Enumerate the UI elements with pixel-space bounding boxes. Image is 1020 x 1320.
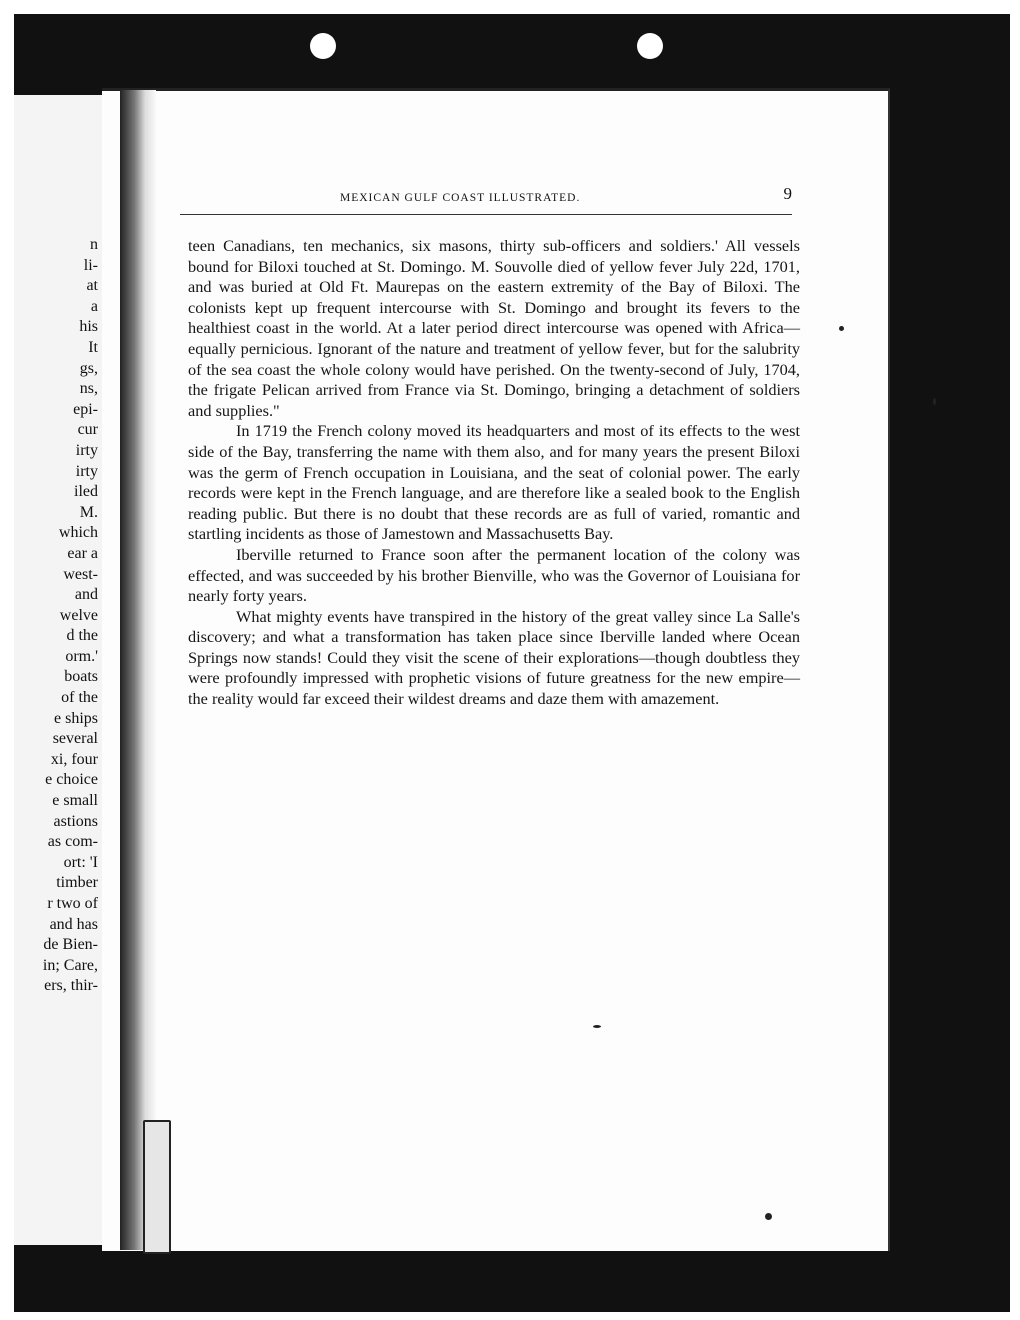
page-number: 9 <box>783 184 792 203</box>
left-page-fragment: as com- <box>47 833 98 851</box>
left-page-fragment: It <box>88 338 98 356</box>
left-page-fragment: ear a <box>67 544 98 562</box>
left-page-fragment: ns, <box>79 380 98 398</box>
paragraph-1: teen Canadians, ten mechanics, six masons, thirty sub-officers and soldiers.' All vessels bound for Biloxi touched at St. Domingo. M. Souvolle died of yellow fever July 22d, 1701, and was buried at Old Ft. Maurepas on the eastern extremity of the Bay of Biloxi. The colonists kept up frequent intercourse with St. Domingo and brought its fevers to the healthiest coast in the world. At a later period direct intercourse was opened with Africa—equally pernicious. Ignorant of the nature and treatment of yellow fever, but for the salubrity of the sea coast the whole colony would have perished. On the twenty-second of July, 1704, the frigate Pelican arrived from France via St. Domingo, bringing a detachment of soldiers and supplies." <box>188 236 800 420</box>
left-page-fragment: a <box>90 297 98 315</box>
left-page-fragment: epi- <box>73 400 98 418</box>
punch-hole-right <box>637 33 663 59</box>
ink-speck <box>933 398 936 405</box>
left-page-fragment: li- <box>83 256 98 274</box>
paragraph-3: Iberville returned to France soon after the permanent location of the colony was effected, and was succeeded by his brother Bienville, who was the Governor of Louisiana for nearly forty years. <box>188 544 800 606</box>
left-page-fragment: west- <box>63 565 98 583</box>
left-page-fragment: several <box>52 730 98 748</box>
header-rule <box>180 214 792 215</box>
left-page-fragment: and has <box>49 915 98 933</box>
left-page-fragment: d the <box>66 627 98 645</box>
left-page-fragment: orm.' <box>65 647 98 665</box>
ink-speck <box>765 1213 772 1220</box>
left-page-fragment: at <box>86 277 98 295</box>
left-page-fragment: e small <box>52 792 98 810</box>
left-page-fragment: cur <box>77 421 98 439</box>
left-page-fragment: boats <box>64 668 98 686</box>
ink-speck <box>839 326 844 331</box>
left-page-fragment: which <box>58 524 98 542</box>
left-page-fragment: welve <box>59 606 98 624</box>
paragraph-2: In 1719 the French colony moved its headquarters and most of its effects to the west side of the Bay, transferring the name with them also, and for many years the present Biloxi was the germ of French occupation in Louisiana, and the seat of colonial power. The early records were kept in the French language, and are therefore like a sealed book to the English reading public. But there is no doubt that these records are as full of varied, romantic and startling incidents as those of Jamestown and Massachusetts Bay. <box>188 421 800 544</box>
left-page-fragment: ort: 'I <box>63 853 98 871</box>
binding-clip <box>143 1120 171 1254</box>
left-page-text-fragments <box>14 235 98 997</box>
left-page-fragment: timber <box>56 874 98 892</box>
running-head <box>180 184 792 216</box>
left-page-fragment: iled <box>74 483 98 501</box>
left-page-fragment: of the <box>61 689 98 707</box>
punch-hole-left <box>310 33 336 59</box>
left-page-fragment: M. <box>79 503 98 521</box>
left-page-fragment: irty <box>75 441 98 459</box>
body-text <box>188 236 800 710</box>
left-page-fragment: and <box>74 586 98 604</box>
left-page-fragment: e choice <box>45 771 98 789</box>
left-page-fragment: r two of <box>47 895 98 912</box>
left-page-fragment: astions <box>53 812 98 830</box>
left-page-fragment: in; Care, <box>42 956 98 974</box>
book-gutter <box>120 90 156 1250</box>
left-page-fragment: ers, thir- <box>44 977 98 995</box>
left-page-fragment: his <box>79 318 98 336</box>
left-page-fragment: e ships <box>54 709 98 727</box>
left-page-fragment: de Bien- <box>43 936 98 954</box>
left-page-fragment: irty <box>75 462 98 480</box>
left-page-fragment: xi, four <box>50 750 98 768</box>
paragraph-4: What mighty events have transpired in the history of the great valley since La Salle's discovery; and what a transformation has taken place since Iberville landed where Ocean Springs now stands! Could they visit the scene of their explorations—though doubtless they were profoundly impressed with prophetic visions of future greatness for the new empire—the reality would far exceed their wildest dreams and daze them with amazement. <box>188 606 800 709</box>
running-title: MEXICAN GULF COAST ILLUSTRATED. <box>340 192 581 204</box>
ink-speck <box>593 1025 601 1028</box>
left-page-fragment: gs, <box>79 359 98 377</box>
left-page-fragment: n <box>90 236 98 253</box>
